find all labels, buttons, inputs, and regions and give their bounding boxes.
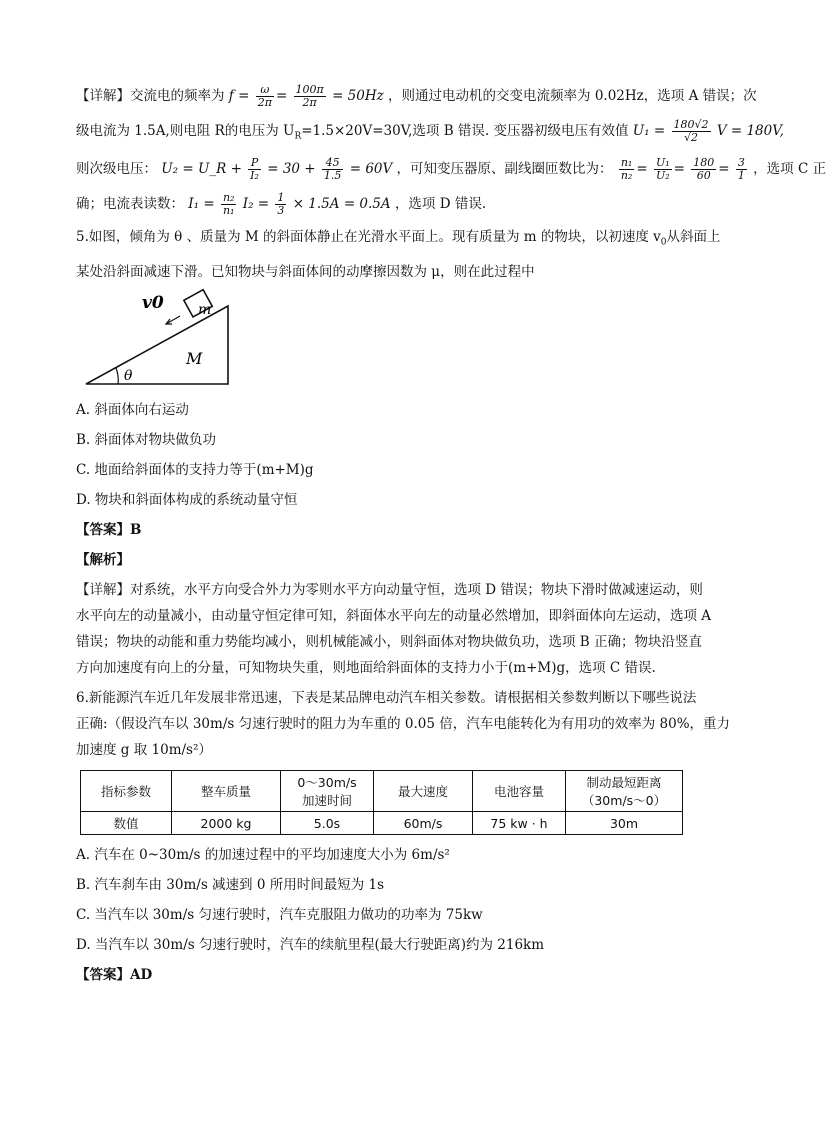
table-cell: 5.0s [281,812,374,835]
q5-analysis-line: 方向加速度有向上的分量，可知物块失重，则地面给斜面体的支持力小于(m+M)g，选项 C 错误. [76,660,656,677]
numerator: 180 [693,155,715,169]
numerator: 100π [295,83,324,96]
formula-part: = 50Hz [332,88,384,104]
header-text: 制动最短距离 [586,775,662,791]
denominator: 1 [737,168,745,182]
denominator: I₂ [250,168,259,182]
table-header-cell [566,771,683,812]
q5-analysis-heading: 【解析】 [76,552,130,569]
denominator: 1.5 [323,168,342,182]
header-text: 电池容量 [493,784,544,800]
fraction [221,192,237,217]
q6-option-c: C. 当汽车以 30m/s 匀速行驶时，汽车克服阻力做功的功率为 75kw [76,907,483,924]
detail-text: ，选项 C 正 [753,160,826,177]
q5-stem: 5.如图，倾角为 θ 、质量为 M 的斜面体静止在光滑水平面上。现有质量为 m 的物块，以初速度 v [76,228,661,245]
q5-stem: 某处沿斜面减速下滑。已知物块与斜面体间的动摩擦因数为 μ，则在此过程中 [76,264,535,281]
detail-text: 【详解】交流电的频率为 [76,88,225,104]
angle-label: θ [124,368,133,385]
numerator: 1 [277,190,285,204]
q6-stem-line: 加速度 g 取 10m/s²） [76,742,212,759]
formula-part: I₂ = [242,195,270,212]
q5-analysis-line: 【详解】对系统，水平方向受合外力为零则水平方向动量守恒，选项 D 错误；物块下滑时做减速运动，则 [76,582,703,599]
denominator: 2π [257,96,272,109]
subscript: R [294,131,302,142]
table-cell: 75 kw · h [473,812,566,835]
table-cell: 数值 [81,812,172,835]
q6-stem-line: 正确:（假设汽车以 30m/s 匀速行驶时的阻力为车重的 0.05 倍，汽车电能转化为有用功的效率为 80%，重力 [76,716,731,733]
table-header-cell [374,771,473,812]
formula-part: I₁ = [188,195,215,212]
detail-line-3 [76,155,826,182]
detail-line-2 [76,118,784,147]
formula-part: V = 180V, [716,123,784,139]
numerator: ω [256,84,274,97]
detail-line-1 [76,83,757,109]
formula-u1 [632,118,784,144]
subscript: 0 [660,237,667,248]
table-row [81,812,683,835]
table-cell: 2000 kg [172,812,281,835]
q5-stem-line-2 [76,262,728,282]
table-header-cell [473,771,566,812]
fraction [736,157,747,182]
formula-part: U₂ = U_R + [161,160,242,177]
numerator: n₁ [620,155,633,169]
formula-part: = 60V [349,160,393,177]
formula-current [188,190,395,217]
q5-stem-line-1 [76,227,728,253]
fraction [654,157,672,182]
detail-text: ，选项 D 错误. [394,195,487,212]
denominator: √2 [684,131,699,144]
angle-arc [116,368,118,384]
detail-text: =1.5×20V=30V,选项 B 错误. 变压器初级电压有效值 [301,123,629,139]
q5-stem: 从斜面上 [666,228,721,245]
q6-option-b: B. 汽车刹车由 30m/s 减速到 0 所用时间最短为 1s [76,877,385,894]
formula-u2 [161,155,396,182]
denominator: n₂ [620,168,633,182]
q5-analysis-line: 水平向左的动量减小，由动量守恒定律可知，斜面体水平向左的动量必然增加，即斜面体向左运动，选项 A [76,608,712,625]
q5-answer: 【答案】B [76,522,142,539]
q6-option-a: A. 汽车在 0~30m/s 的加速过程中的平均加速度大小为 6m/s² [76,847,450,864]
header-text: 最大速度 [397,784,448,800]
parameter-table [80,770,683,835]
detail-text: 则次级电压： [76,160,157,177]
incline-figure [76,292,728,392]
fraction [275,192,286,217]
denominator: n₁ [222,203,235,217]
header-text: 指标参数 [100,784,151,800]
fraction [294,84,326,109]
fraction [619,157,635,182]
table-cell: 30m [566,812,683,835]
numerator: U₁ [655,155,670,169]
denominator: U₂ [655,168,670,182]
numerator: n₂ [222,190,235,204]
q6-option-d: D. 当汽车以 30m/s 匀速行驶时，汽车的续航里程(最大行驶距离)约为 216km [76,937,545,954]
numerator: 45 [322,157,344,170]
q6-stem-line: 6.新能源汽车近几年发展非常迅速，下表是某品牌电动汽车相关参数。请根据相关参数判断以下哪些说法 [76,690,697,707]
fraction [322,157,344,182]
fraction [691,157,716,182]
incline-diagram [76,292,276,392]
denominator: 60 [696,168,711,182]
incline-mass-label: M [186,349,203,369]
numerator: 3 [737,155,745,169]
q5-analysis-line: 错误；物块的动能和重力势能均减小，则机械能减小，则斜面体对物块做负功，选项 B 正确；物块沿竖直 [76,634,703,651]
q5-option-c: C. 地面给斜面体的支持力等于(m+M)g [76,462,314,479]
numerator: P [248,157,261,170]
detail-text: 级电流为 1.5A,则电阻 R的电压为 U [76,123,295,139]
detail-text: ，则通过电动机的交变电流频率为 0.02Hz，选项 A 错误；次 [388,88,757,104]
velocity-label: v0 [142,293,164,314]
denominator: 2π [302,96,317,109]
formula-part: f = [228,88,250,104]
detail-text: 确；电流表读数： [76,195,184,212]
document-page [76,83,826,995]
formula-ratio: $\frac{\text{n₁}}{\text{n₂}}$ = $\frac{\text{U₁}}{\text{U₂}}$ = $\frac{180}{60}$ = $\frac{3}{1}$ [620,155,745,182]
q5-option-a: A. 斜面体向右运动 [76,402,189,419]
formula-part: = 30 + [267,160,316,177]
numerator: 180√2 [673,118,709,131]
detail-line-4 [76,192,728,217]
table-header-cell [281,771,374,812]
q5-option-b: B. 斜面体对物块做负功 [76,432,217,449]
header-text: （30m/s～0） [581,793,667,809]
header-text: 整车质量 [200,784,251,800]
fraction [248,157,261,182]
table-header-row [81,771,683,812]
formula-part: × 1.5A = 0.5A [292,195,391,212]
detail-text: ，可知变压器原、副线圈匝数比为： [396,160,613,177]
table-header-cell [81,771,172,812]
block-label: m [198,302,212,319]
formula-part: U₁ = [632,123,666,139]
fraction [672,119,711,144]
header-text: 0～30m/s [297,775,357,791]
table-cell: 60m/s [374,812,473,835]
q6-answer: 【答案】AD [76,967,153,984]
velocity-arrow [166,316,180,324]
denominator: 3 [277,203,285,217]
fraction [256,84,274,109]
table-header-cell [172,771,281,812]
formula-frequency: f = $\frac{\omega}{2\pi}$ = $\frac{100\pi}{2\pi}$ = 50Hz [228,83,384,109]
q5-option-d: D. 物块和斜面体构成的系统动量守恒 [76,492,298,509]
header-text: 加速时间 [301,793,352,809]
